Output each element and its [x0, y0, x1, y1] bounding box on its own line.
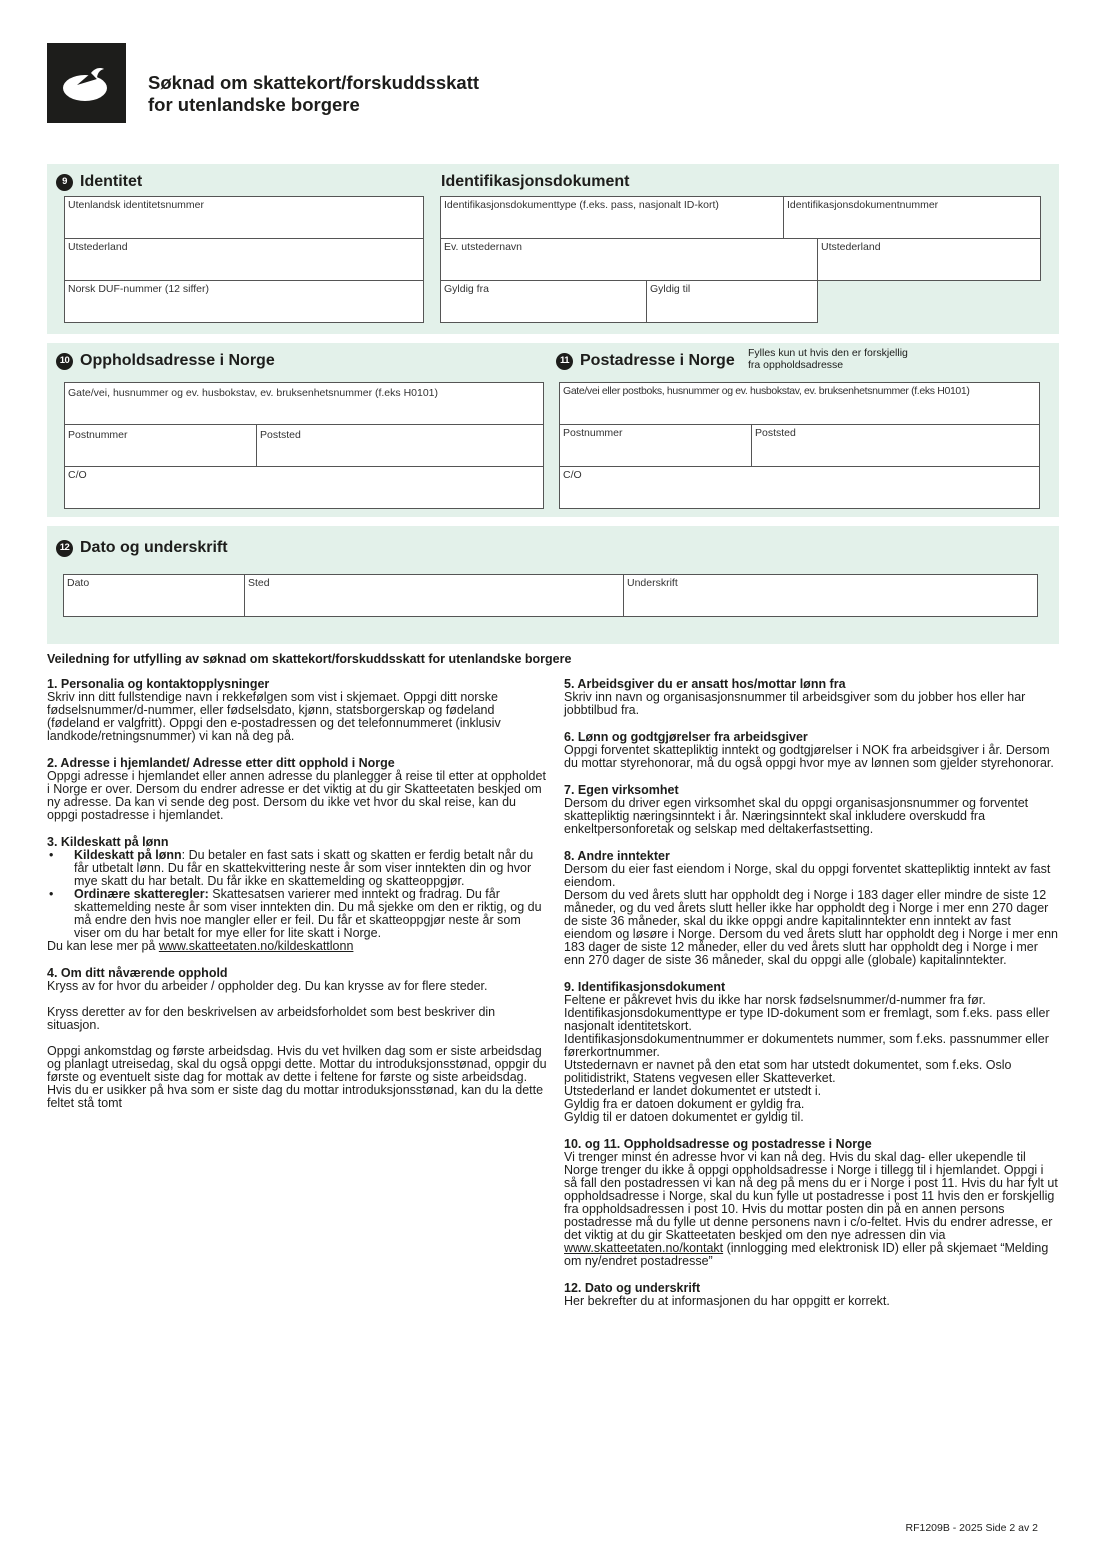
- guide-section-2: [47, 757, 547, 822]
- postal-postal-place-field[interactable]: [751, 424, 1040, 467]
- guide-section-5-title: 5. Arbeidsgiver du er ansatt hos/mottar lønn fra: [564, 677, 846, 691]
- guide-section-3-more: [47, 940, 547, 953]
- identity-heading-text: Identitet: [80, 173, 143, 190]
- place-field[interactable]: [244, 574, 624, 617]
- field-label: Sted: [248, 577, 270, 589]
- guide-section-5: [564, 678, 1058, 717]
- read-more-text: Du kan lese mer på: [47, 939, 159, 953]
- section-number-12: 12: [56, 540, 73, 557]
- field-label: C/O: [563, 469, 582, 481]
- field-label: Postnummer: [563, 427, 623, 439]
- field-label: Ev. utstedernavn: [444, 241, 523, 253]
- guide-section-4: [47, 967, 547, 1110]
- field-label: Utstederland: [68, 241, 128, 253]
- field-label: Gate/vei, husnummer og ev. husbokstav, ev. bruksenhetsnummer (f.eks H0101): [68, 387, 439, 399]
- guide-section-8: [564, 850, 1058, 967]
- guide-section-6-title: 6. Lønn og godtgjørelser fra arbeidsgiver: [564, 730, 808, 744]
- residence-co-field[interactable]: [64, 466, 544, 509]
- guide-section-10-text: [564, 1151, 1058, 1268]
- field-label: Dato: [67, 577, 90, 589]
- guide-section-6-text: Oppgi forventet skattepliktig inntekt og godtgjørelser i NOK fra arbeidsgiver i år. Dersom du mottar styrehonorar, må du også oppgi hvor mye av lønnen som gjelder styrehonorar.: [564, 743, 1054, 770]
- guide-section-10-text-b: (innlogging med elektronisk ID) eller på skjemaet “Melding om ny/endret postadresse”: [564, 1241, 1049, 1268]
- guide-section-7: [564, 784, 1058, 836]
- field-label: Gyldig fra: [444, 283, 489, 295]
- guide-section-7-text: Dersom du driver egen virksomhet skal du oppgi organisasjonsnummer og forventet skattepliktig næringsinntekt i år. Næringsinntekt skal inkludere overskudd fra enkeltpersonforetak og selskap med deltakerfastsetting.: [564, 796, 1029, 836]
- signature-field[interactable]: [623, 574, 1038, 617]
- guide-section-9-line-1: Feltene er påkrevet hvis du ikke har norsk fødselsnummer/d-nummer fra før. Identifikasjonsdokumenttype er type ID-dokument som er fremlagt, som f.eks. pass eller nasjonalt identitetskort.: [564, 993, 1050, 1033]
- field-label: Identifikasjonsdokumentnummer: [787, 199, 939, 211]
- residence-address-heading: [56, 351, 275, 371]
- guide-section-2-title: 2. Adresse i hjemlandet/ Adresse etter ditt opphold i Norge: [47, 756, 395, 770]
- guide-section-1: [47, 678, 547, 743]
- doc-type-field[interactable]: [440, 196, 784, 239]
- guide-section-3-list: [47, 849, 547, 940]
- page-title: [148, 72, 479, 116]
- guide-section-8-title: 8. Andre inntekter: [564, 849, 670, 863]
- field-label: Utstederland: [821, 241, 881, 253]
- guide-section-4-text-2: Kryss deretter av for den beskrivelsen av arbeidsforholdet som best beskriver din situasjon.: [47, 1005, 496, 1032]
- duf-number-field[interactable]: [64, 280, 424, 323]
- postal-postal-code-field[interactable]: [559, 424, 752, 467]
- list-item-bold: Ordinære skatteregler:: [74, 887, 209, 901]
- residence-postal-code-field[interactable]: [64, 424, 257, 467]
- field-label: Underskrift: [627, 577, 678, 589]
- issuer-name-field[interactable]: [440, 238, 818, 281]
- list-item: [47, 849, 547, 888]
- title-line-1: Søknad om skattekort/forskuddsskatt: [148, 72, 480, 93]
- guide-section-7-title: 7. Egen virksomhet: [564, 783, 679, 797]
- guide-section-4-text-1: Kryss av for hvor du arbeider / oppholder deg. Du kan krysse av for flere steder.: [47, 979, 488, 993]
- list-item-bold: Kildeskatt på lønn: [74, 848, 182, 862]
- guide-section-8-text-1: Dersom du eier fast eiendom i Norge, skal du oppgi forventet skattepliktig inntekt av fast eiendom.: [564, 862, 1051, 889]
- guide-section-10-text-a: Vi trenger minst én adresse hvor vi kan nå deg. Hvis du skal dag- eller ukependle til Norge trenger du ikke å oppgi oppholdsadresse i Norge i tillegg til i hjemlandet. Oppgi i så fall den postadressen vi kan nå deg på mens du er i Norge i post 11. Hvis du har fylt ut oppholdsadresse i Norge, skal du kun fylle ut postadresse i post 11 hvis den er forskjellig fra oppholdsadressen i post 10. Hvis du mottar posten din på en annen persons postadresse må du fylle ut denne personens navn i c/o-feltet. Hvis du endrer adresse, er det viktig at du gir Skatteetaten beskjed om den nye adressen din via: [564, 1150, 1058, 1242]
- guide-section-9-title: 9. Identifikasjonsdokument: [564, 980, 726, 994]
- field-label: Utenlandsk identitetsnummer: [68, 199, 204, 211]
- guide-section-9: [564, 981, 1058, 1124]
- identity-issuing-country-field[interactable]: [64, 238, 424, 281]
- guide-left-column: [47, 678, 547, 1124]
- field-label: Gyldig til: [650, 283, 691, 295]
- field-label: Identifikasjonsdokumenttype (f.eks. pass, nasjonalt ID-kort): [444, 199, 719, 211]
- guide-section-1-text: Skriv inn ditt fullstendige navn i rekkefølgen som vist i skjemaet. Oppgi ditt norske fødselsnummer/d-nummer, eller fødselsdato, kjønn, statsborgerskap og fødeland (fødeland er valgfritt). Oppgi den e-postadressen og det telefonnummeret (inklusiv landkode/retningsnummer) vi kan nå deg på.: [47, 690, 501, 743]
- guide-section-9-line-3: Utstedernavn er navnet på den etat som har utstedt dokumentet, som f.eks. Oslo politidistrikt, Statens vegvesen eller Skatteverket.: [564, 1058, 1012, 1085]
- doc-number-field[interactable]: [783, 196, 1041, 239]
- valid-to-field[interactable]: [646, 280, 818, 323]
- guide-section-4-text-3: Oppgi ankomstdag og første arbeidsdag. Hvis du vet hvilken dag som er siste arbeidsdag og planlagt utreisedag, skal du også oppgi dette. Mottar du introduksjonsstønad, oppgir du første og eventuelt siste dag for mottak av dette i feltene for første og siste arbeidsdag. Hvis du er usikker på hva som er siste dag du mottar introduksjonsstønad, kan du la dette feltet stå tomt: [47, 1044, 547, 1110]
- id-document-heading: [441, 172, 629, 192]
- kontakt-link[interactable]: www.skatteetaten.no/kontakt: [564, 1241, 724, 1255]
- guide-right-column: [564, 678, 1058, 1322]
- list-item: [47, 888, 547, 940]
- signature-heading-text: Dato og underskrift: [80, 539, 228, 556]
- page-footer: RF1209B - 2025 Side 2 av 2: [905, 1522, 1038, 1534]
- guide-section-10-11: [564, 1138, 1058, 1268]
- identity-heading: [56, 172, 142, 192]
- guide-section-3: [47, 836, 547, 953]
- postal-address-note: [748, 348, 908, 371]
- field-label: Norsk DUF-nummer (12 siffer): [68, 283, 209, 295]
- guide-section-9-line-4: Utstederland er landet dokumentet er utstedt i.: [564, 1084, 822, 1098]
- guide-section-12: [564, 1282, 1058, 1308]
- note-line-2: fra oppholdsadresse: [748, 358, 844, 371]
- field-label: Poststed: [260, 429, 301, 441]
- id-document-heading-text: Identifikasjonsdokument: [441, 173, 630, 190]
- list-item-text: : Du betaler en fast sats i skatt og skatten er ferdig betalt når du får utbetalt lønn. Du får en skattekvittering neste år som viser inntekten din og hvor mye skatt du har betalt. Du får ikke en skattemelding og skatteoppgjør.: [74, 848, 534, 888]
- guide-section-9-line-5: Gyldig fra er datoen dokument er gyldig fra.: [564, 1097, 805, 1111]
- guide-section-12-text: Her bekrefter du at informasjonen du har oppgitt er korrekt.: [564, 1294, 890, 1308]
- guide-section-10-title: 10. og 11. Oppholdsadresse og postadresse i Norge: [564, 1137, 872, 1151]
- postal-co-field[interactable]: [559, 466, 1040, 509]
- signature-heading: [56, 538, 228, 558]
- field-label: Postnummer: [68, 429, 128, 441]
- foreign-id-field[interactable]: [64, 196, 424, 239]
- guide-section-1-title: 1. Personalia og kontaktopplysninger: [47, 677, 270, 691]
- skatteetaten-logo-icon: [47, 43, 126, 123]
- residence-address-heading-text: Oppholdsadresse i Norge: [80, 352, 275, 369]
- kildeskatt-link[interactable]: www.skatteetaten.no/kildeskattlonn: [158, 939, 354, 953]
- postal-address-heading-text: Postadresse i Norge: [580, 352, 735, 369]
- section-number-11: 11: [556, 353, 573, 370]
- guide-section-9-line-6: Gyldig til er datoen dokumentet er gyldig til.: [564, 1110, 804, 1124]
- title-line-2: for utenlandske borgere: [148, 94, 360, 115]
- guide-section-6: [564, 731, 1058, 770]
- guide-section-2-text: Oppgi adresse i hjemlandet eller annen adresse du planlegger å reise til etter at oppholdet i Norge er over. Dersom du endrer adresse er det viktig at du gir Skatteetaten beskjed om ny adresse. Da kan vi sende deg post. Dersom du ikke vet hvor du skal reise, kan du oppgi postadresse i hjemlandet.: [47, 769, 546, 822]
- residence-street-field[interactable]: [64, 382, 544, 425]
- postal-address-heading: [556, 351, 735, 371]
- guide-section-9-line-2: Identifikasjonsdokumentnummer er dokumentets nummer, som f.eks. passnummer eller førerkortnummer.: [564, 1032, 1049, 1059]
- guide-section-4-title: 4. Om ditt nåværende opphold: [47, 966, 228, 980]
- date-field[interactable]: [63, 574, 245, 617]
- guide-section-3-title: 3. Kildeskatt på lønn: [47, 835, 169, 849]
- postal-street-field[interactable]: [559, 382, 1040, 425]
- list-item-text: Skattesatsen varierer med inntekt og fradrag. Du får skattemelding neste år som viser inntekten din. Du må sjekke om den er riktig, og du må endre den hvis noe mangler eller er feil. Du får et skatteoppgjør neste år som viser om du har betalt for mye eller for lite skatt i Norge.: [74, 887, 542, 940]
- guide-section-8-text-2: Dersom du ved årets slutt har oppholdt deg i Norge i 183 dager eller mindre de siste 12 måneder, og du ved årets slutt heller ikke har oppholdt deg i Norge i mer enn 270 dager de siste 36 måneder, skal du ikke oppgi andre kapitalinntekter enn inntekt av fast eiendom og løsøre i Norge. Dersom du ved årets slutt har oppholdt deg i Norge i mer enn 183 dager de siste 12 måneder, eller du ved årets slutt har oppholdt deg i Norge i mer enn 270 dager de siste 36 måneder, skal du oppgi alle (globale) kapitalinntekter.: [564, 888, 1058, 967]
- doc-issuing-country-field[interactable]: [817, 238, 1041, 281]
- residence-postal-place-field[interactable]: [256, 424, 544, 467]
- section-number-10: 10: [56, 353, 73, 370]
- guide-section-5-text: Skriv inn navn og organisasjonsnummer til arbeidsgiver som du jobber hos eller har jobbtilbud fra.: [564, 690, 1026, 717]
- field-label: Poststed: [755, 427, 796, 439]
- field-label: C/O: [68, 469, 87, 481]
- field-label: Gate/vei eller postboks, husnummer og ev. husbokstav, ev. bruksenhetsnummer (f.eks H0101): [563, 385, 970, 397]
- guide-title: Veiledning for utfylling av søknad om skattekort/forskuddsskatt for utenlandske borgere: [47, 652, 572, 666]
- section-number-9: 9: [56, 174, 73, 191]
- valid-from-field[interactable]: [440, 280, 647, 323]
- note-line-1: Fylles kun ut hvis den er forskjellig: [748, 347, 908, 359]
- guide-section-12-title: 12. Dato og underskrift: [564, 1281, 701, 1295]
